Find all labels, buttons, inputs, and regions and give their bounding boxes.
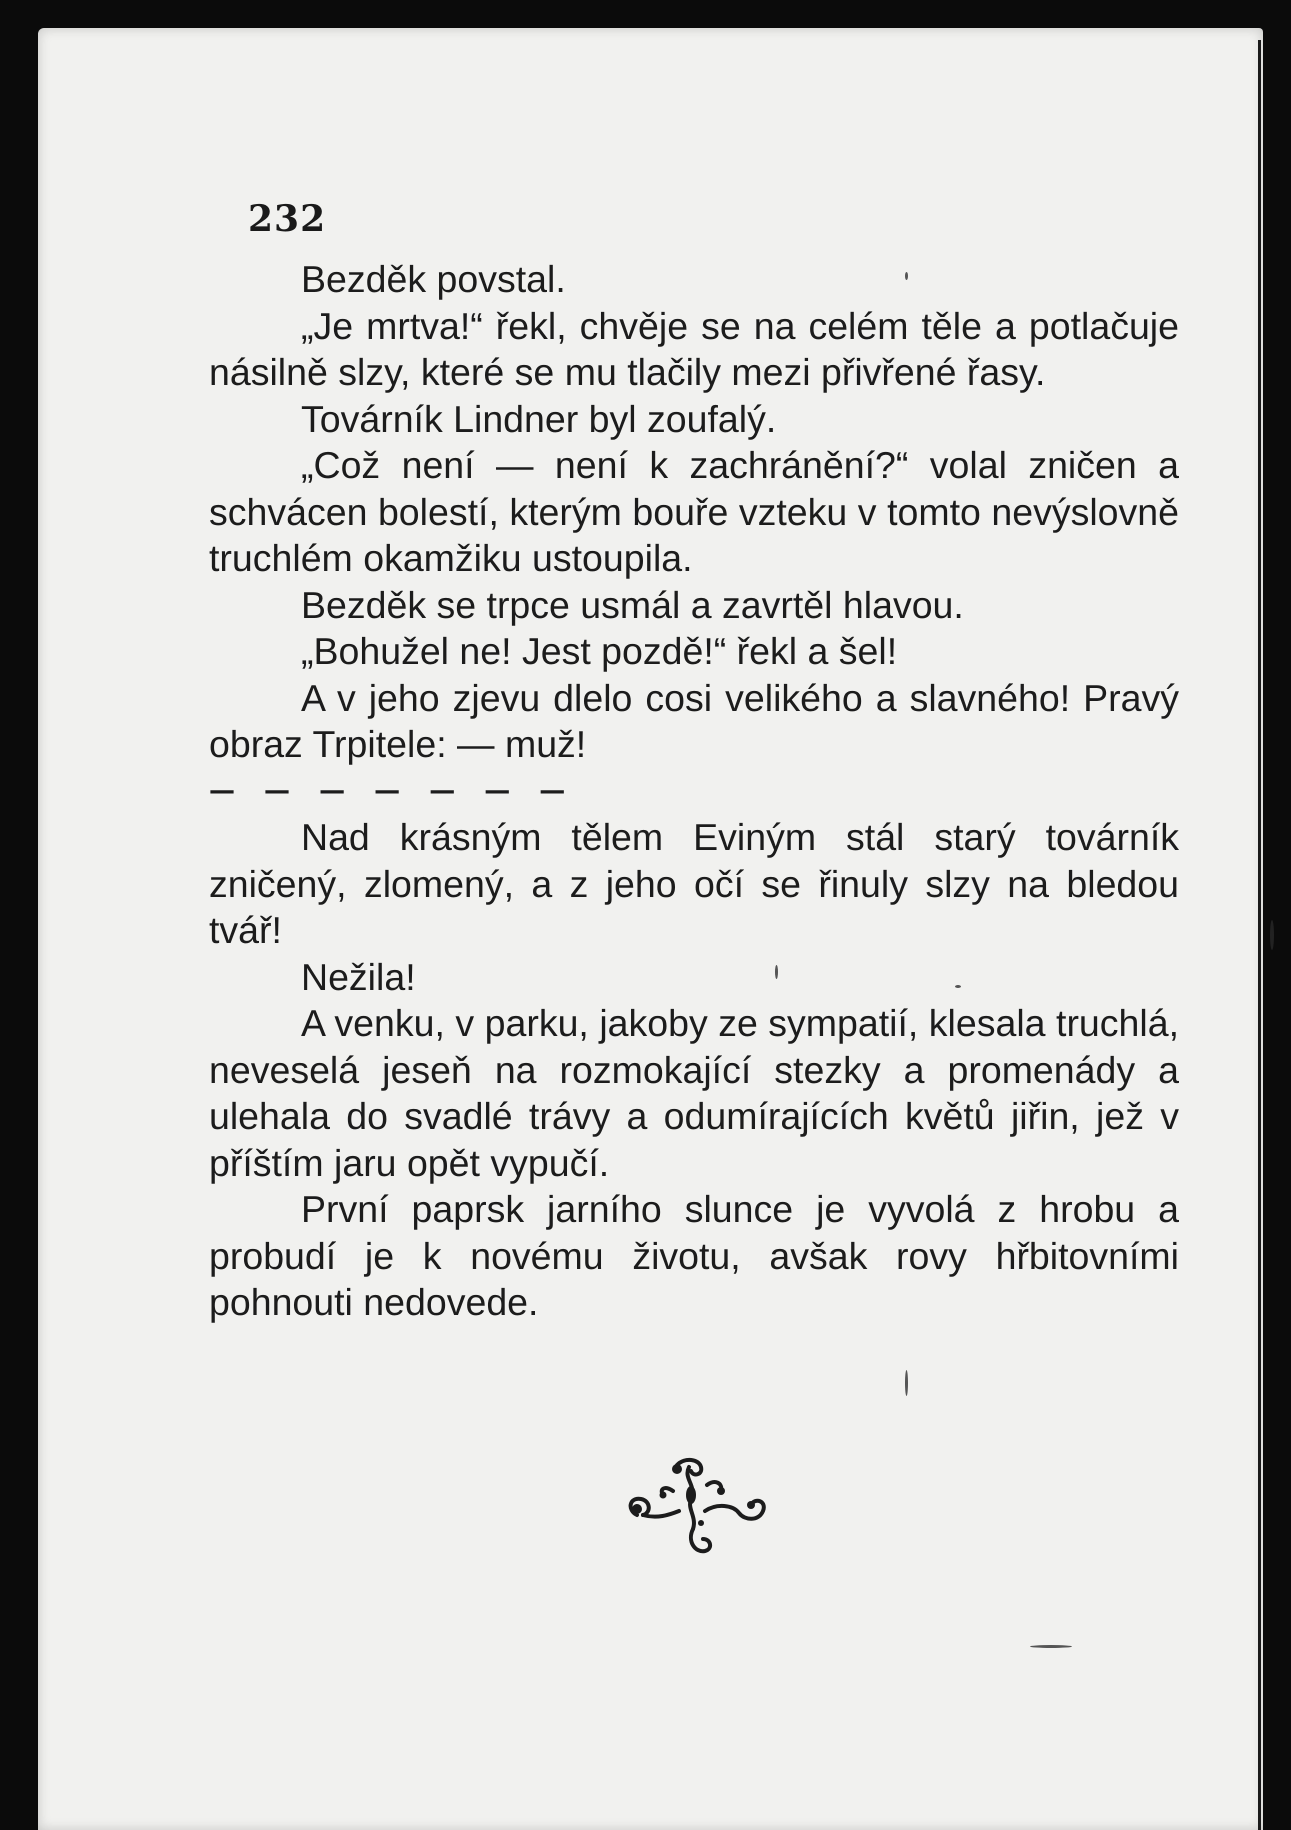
paragraph: Bezděk povstal. (301, 258, 566, 300)
paragraph: První paprsk jarního slunce je vyvolá z hrobu a probudí je k novému životu, avšak rovy hřbitovními pohnouti nedovede. (209, 1188, 1179, 1323)
paragraph: „Což není — není k zachránění?“ volal zničen a schvácen bolestí, kterým bouře vzteku v tomto nevýslovně truchlém okamžiku ustoupila. (209, 444, 1179, 579)
paragraph: A venku, v parku, jakoby ze sympatií, klesala truchlá, neveselá jeseň na rozmokající stezky a promenády a ulehala do svadlé trávy a odumírajících květů jiřin, jež v příštím jaru opět vypučí. (209, 1002, 1179, 1184)
scan-speck (1270, 920, 1274, 950)
scan-speck (955, 985, 961, 988)
paragraph: „Bohužel ne! Jest pozdě!“ řekl a šel! (301, 630, 898, 672)
scan-speck (905, 1370, 908, 1396)
body-text (209, 256, 1179, 1326)
paragraph: A v jeho zjevu dlelo cosi velikého a slavného! Pravý obraz Trpitele: — muž! (209, 676, 1179, 765)
paragraph: Bezděk se trpce usmál a zavrtěl hlavou. (301, 583, 964, 626)
page-edge-shadow (1258, 40, 1261, 1830)
scan-speck (1030, 1645, 1072, 1648)
scan-speck (775, 965, 778, 979)
paragraph: Nad krásným tělem Eviným stál starý továrník zničený, zlomený, a z jeho očí se řinuly slzy na bledou tvář! (209, 816, 1179, 951)
paragraph: „Je mrtva!“ řekl, chvěje se na celém těle a potlačuje násilně slzy, které se mu tlačily mezi přivřené řasy. (209, 304, 1179, 393)
scan-speck (905, 272, 908, 280)
floral-vignette-icon (617, 1455, 777, 1565)
paragraph: Nežila! (301, 955, 416, 998)
section-separator: — — — — — — — (209, 775, 576, 806)
paragraph: Továrník Lindner byl zoufalý. (301, 397, 777, 440)
page-number: 232 (248, 198, 327, 240)
